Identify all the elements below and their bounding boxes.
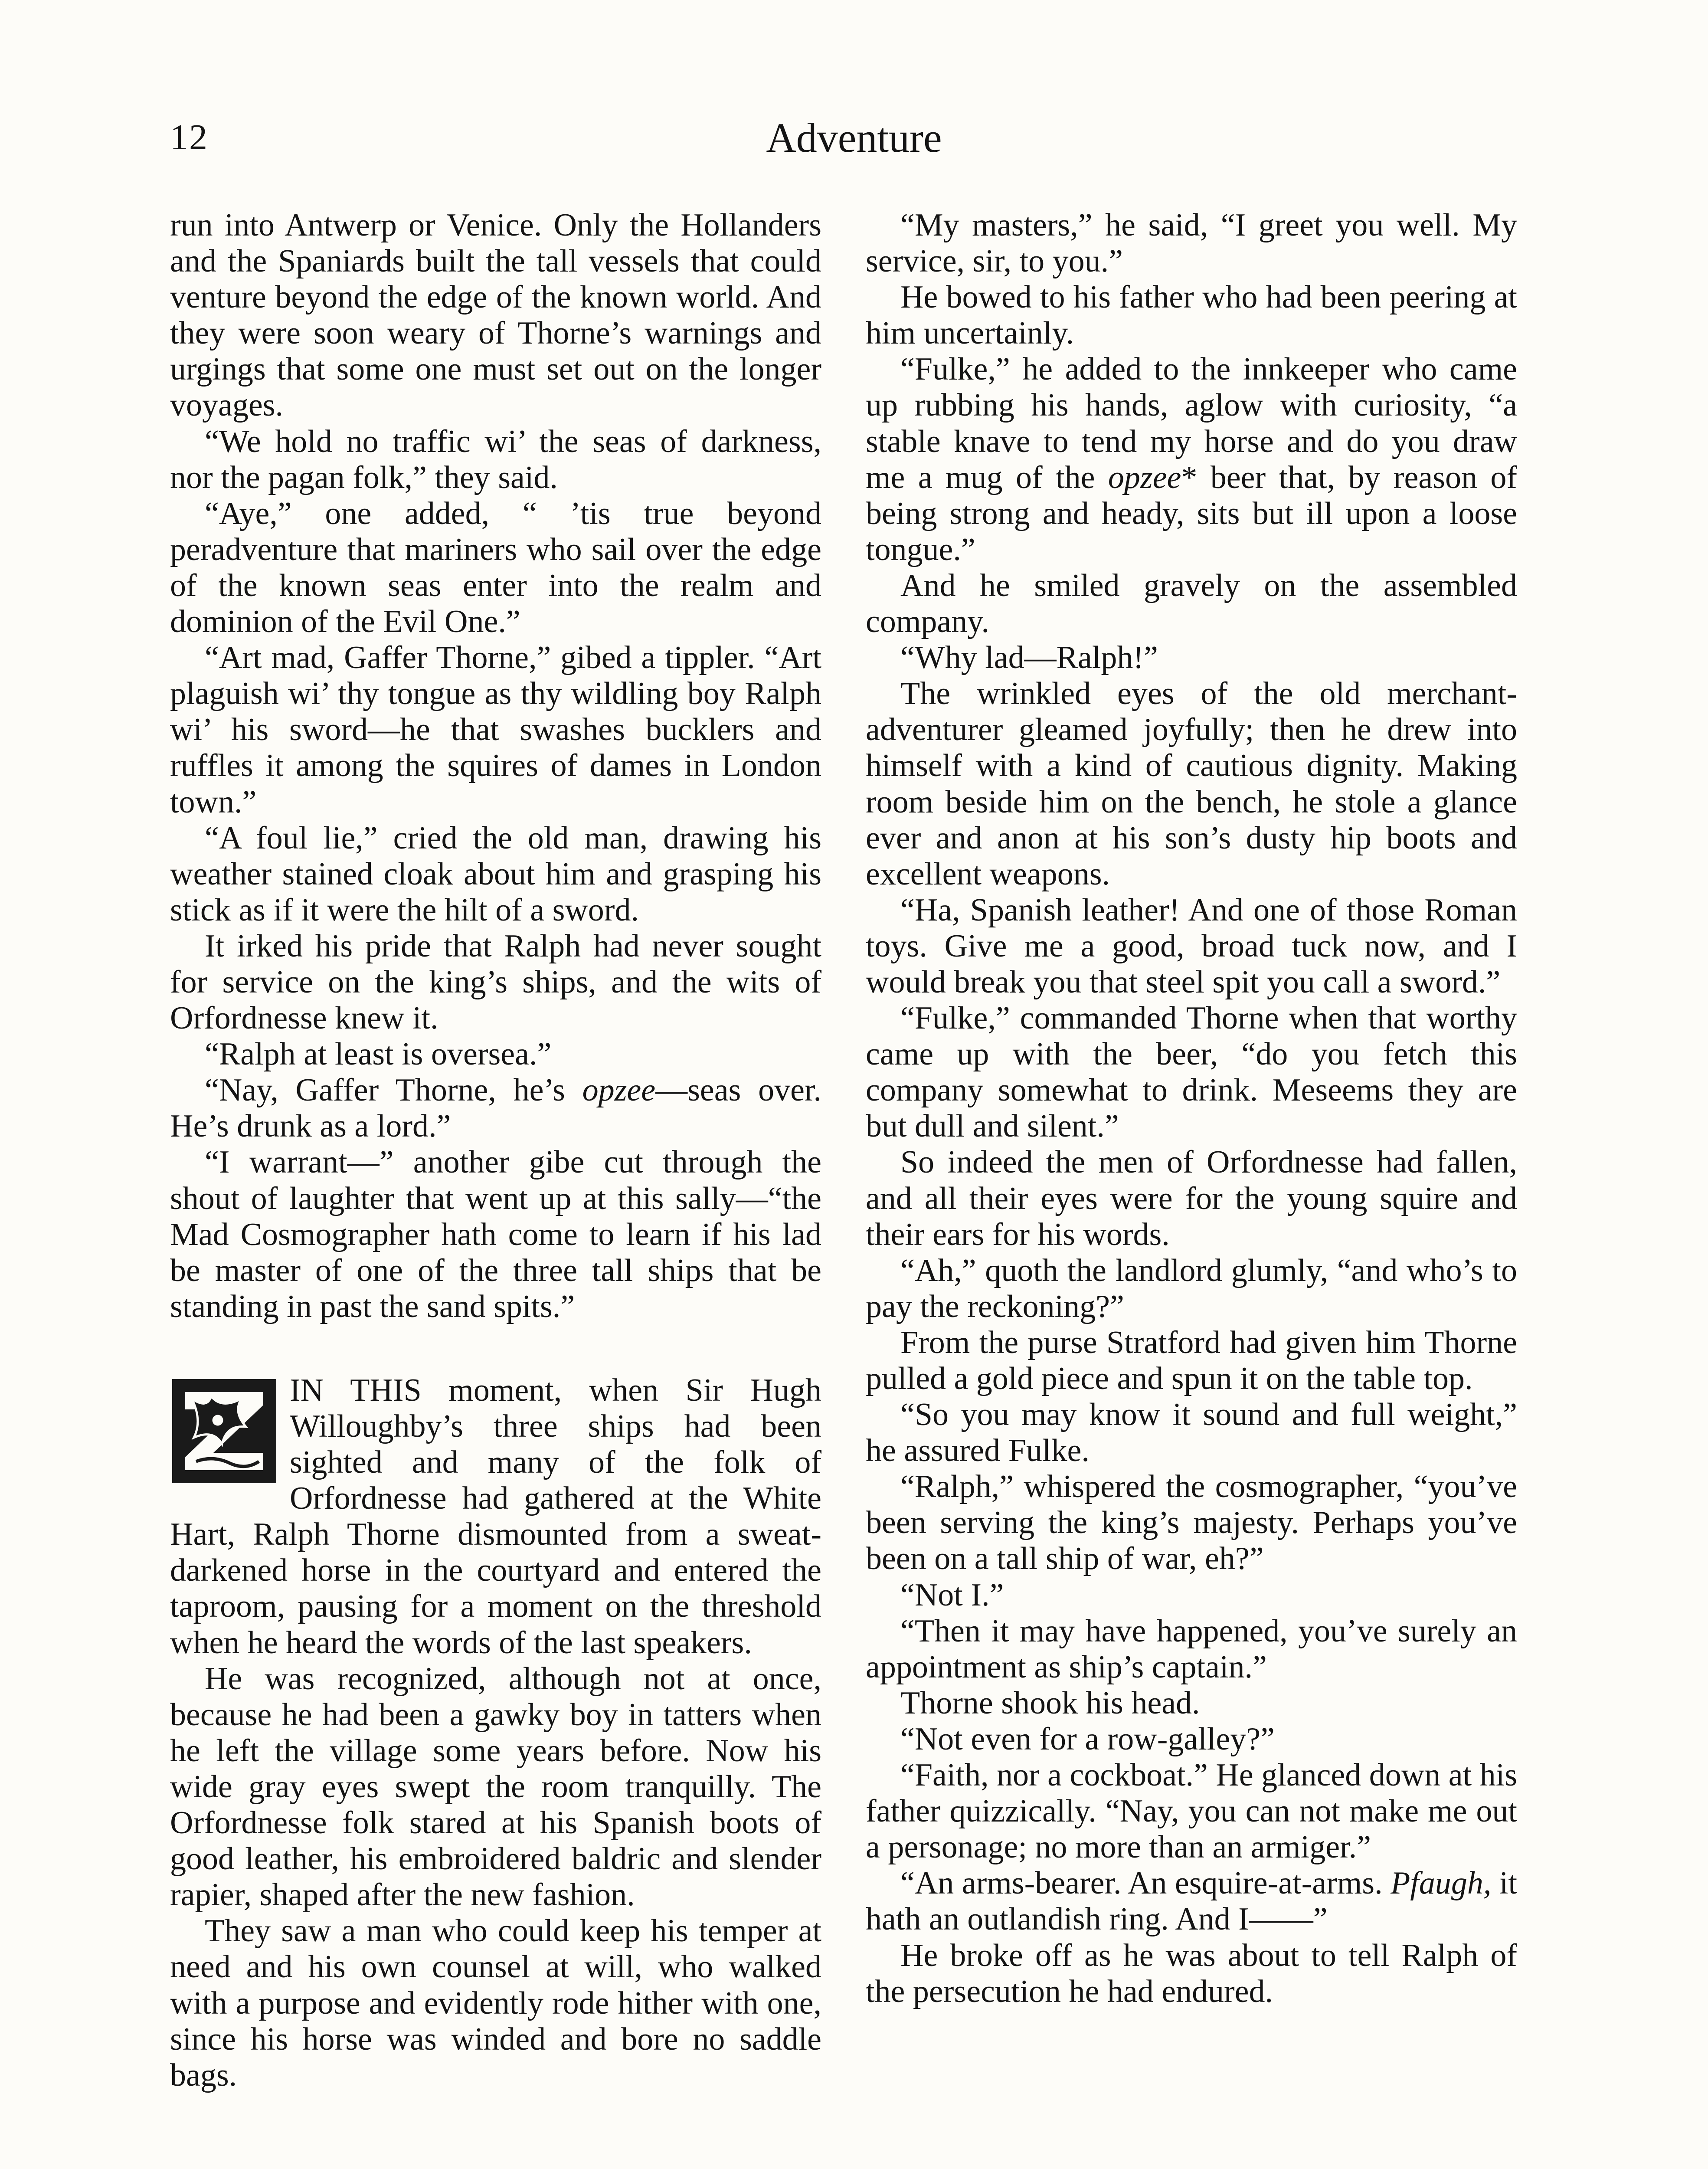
text-run: IN THIS moment, when Sir Hugh Willoughby’s three ships had been sighted and many of the folk of Orfordnesse had gathered at the White Hart, Ralph Thorne dismounted from a sweat-darkened horse in the courtyard and entered the taproom, pausing for a moment on the threshold when he heard the words of the last speakers. xyxy=(170,1372,821,1661)
text-run: “Nay, Gaffer Thorne, he’s xyxy=(205,1072,582,1108)
paragraph: And he smiled gravely on the assembled company. xyxy=(866,567,1517,640)
left-column xyxy=(170,207,821,2094)
text-run: it hath an outlandish ring. And I——” xyxy=(866,1865,1517,1937)
paragraph: He broke off as he was about to tell Ralph of the persecution he had endured. xyxy=(866,1937,1517,2009)
paragraph: The wrinkled eyes of the old merchant-adventurer gleamed joyfully; then he drew into himself with a kind of cautious dignity. Making room beside him on the bench, he stole a glance ever and anon at his son’s dusty hip boots and excellent weapons. xyxy=(866,676,1517,892)
paragraph: “Ralph,” whispered the cosmographer, “you’ve been serving the king’s majesty. Perhaps you’ve been on a tall ship of war, eh?” xyxy=(866,1469,1517,1577)
paragraph: “Not I.” xyxy=(900,1577,1004,1613)
paragraph: He was recognized, although not at once, because he had been a gawky boy in tatters when he left the village some years before. Now his wide gray eyes swept the room tranquilly. The Orfordnesse folk stared at his Spanish boots of good leather, his embroidered baldric and slender rapier, shaped after the new fashion. xyxy=(170,1661,821,1913)
paragraph xyxy=(170,1072,821,1144)
paragraph: “Ralph at least is oversea.” xyxy=(205,1036,552,1072)
paragraph: “I warrant—” another gibe cut through the shout of laughter that went up at this sally—“the Mad Cosmographer hath come to learn if his lad be master of one of the three tall ships that be standing in past the sand spits.” xyxy=(170,1144,821,1324)
text-run: —seas over. He’s drunk as a lord.” xyxy=(170,1072,821,1144)
paragraph: “So you may know it sound and full weight,” he assured Fulke. xyxy=(866,1397,1517,1469)
italic-word: opzee xyxy=(582,1072,656,1108)
paragraph: So indeed the men of Orfordnesse had fallen, and all their eyes were for the young squire and their ears for his words. xyxy=(866,1144,1517,1252)
running-title: Adventure xyxy=(766,115,942,161)
text-run: * beer that, by reason of being strong and heady, sits but ill upon a loose tongue.” xyxy=(866,459,1517,567)
paragraph: “We hold no traffic wi’ the seas of darkness, nor the pagan folk,” they said. xyxy=(170,423,821,495)
text-run: “Fulke,” he added to the innkeeper who came up rubbing his hands, aglow with curiosity, “a stable knave to tend my horse and do you draw me a mug of the xyxy=(866,351,1517,495)
paragraph: “Why lad—Ralph!” xyxy=(900,640,1158,676)
italic-word: opzee xyxy=(1108,459,1181,495)
paragraph xyxy=(866,351,1517,568)
italic-word: Pfaugh, xyxy=(1391,1865,1492,1901)
paragraph: “Aye,” one added, “ ’tis true beyond peradventure that mariners who sail over the edge of the known seas enter into the realm and dominion of the Evil One.” xyxy=(170,495,821,640)
paragraph: “A foul lie,” cried the old man, drawing his weather stained cloak about him and grasping his stick as if it were the hilt of a sword. xyxy=(170,820,821,928)
paragraph: run into Antwerp or Venice. Only the Hollanders and the Spaniards built the tall vessels that could venture beyond the edge of the known world. And they were soon weary of Thorne’s warnings and urgings that some one must set out on the longer voyages. xyxy=(170,207,821,423)
right-column xyxy=(866,207,1517,2010)
paragraph: “Faith, nor a cockboat.” He glanced down at his father quizzically. “Nay, you can not make me out a personage; no more than an armiger.” xyxy=(866,1757,1517,1865)
paragraph: They saw a man who could keep his temper at need and his own counsel at will, who walked with a purpose and evidently rode hither with one, since his horse was winded and bore no saddle bags. xyxy=(170,1913,821,2093)
paragraph: “Art mad, Gaffer Thorne,” gibed a tippler. “Art plaguish wi’ thy tongue as thy wildling boy Ralph wi’ his sword—he that swashes bucklers and ruffles it among the squires of dames in London town.” xyxy=(170,640,821,820)
paragraph: “Ah,” quoth the landlord glumly, “and who’s to pay the reckoning?” xyxy=(866,1252,1517,1324)
section-opening-paragraph xyxy=(170,1373,821,1661)
paragraph: From the purse Stratford had given him Thorne pulled a gold piece and spun it on the table top. xyxy=(866,1324,1517,1396)
paragraph: “My masters,” he said, “I greet you well. My service, sir, to you.” xyxy=(866,207,1517,279)
paragraph xyxy=(866,1865,1517,1937)
text-run: “An arms-bearer. An esquire-at-arms. xyxy=(900,1865,1391,1901)
paragraph: “Ha, Spanish leather! And one of those Roman toys. Give me a good, broad tuck now, and I would break you that steel spit you call a sword.” xyxy=(866,892,1517,1000)
ornamental-initial-icon xyxy=(170,1377,278,1485)
paragraph: Thorne shook his head. xyxy=(900,1685,1200,1721)
paragraph: He bowed to his father who had been peering at him uncertainly. xyxy=(866,279,1517,351)
paragraph: “Not even for a row-galley?” xyxy=(900,1721,1275,1757)
page-number: 12 xyxy=(170,117,208,157)
paragraph: It irked his pride that Ralph had never sought for service on the king’s ships, and the wits of Orfordnesse knew it. xyxy=(170,928,821,1036)
paragraph: “Fulke,” commanded Thorne when that worthy came up with the beer, “do you fetch this company somewhat to drink. Meseems they are but dull and silent.” xyxy=(866,1000,1517,1144)
paragraph: “Then it may have happened, you’ve surely an appointment as ship’s captain.” xyxy=(866,1613,1517,1685)
